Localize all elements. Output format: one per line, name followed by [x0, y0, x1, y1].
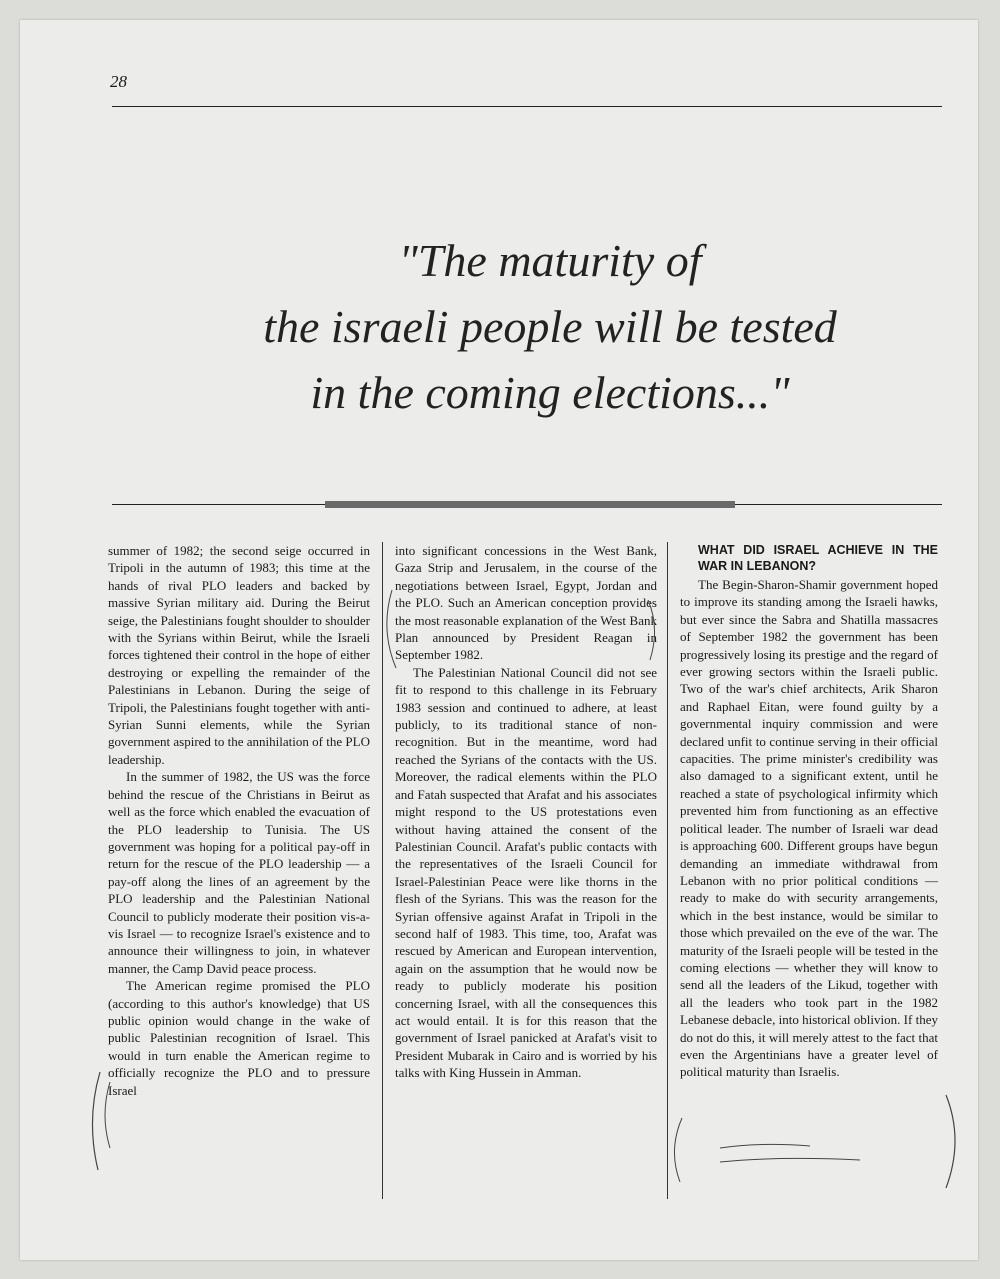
page-number: 28 [110, 72, 127, 91]
text-column-1 [108, 542, 370, 1099]
column2-paragraph-1: into significant concessions in the West Bank, Gaza Strip and Jerusalem, in the course of the negotiations between Israel, Egypt, Jordan and the PLO. Such an American conception provides the most reasonable explanation of the West Bank Plan announced by President Reagan in September 1982. [395, 543, 657, 663]
pull-quote-line-3: in the coming elections..." [310, 367, 790, 418]
pull-quote-line-1: "The maturity of [398, 235, 702, 286]
section-divider-bar [325, 501, 735, 508]
column1-paragraph-2: In the summer of 1982, the US was the force behind the rescue of the Christians in Beirut as well as the force which enabled the evacuation of the PLO leadership to Tunisia. The US government was hoping for a political pay-off in return for the rescue of the PLO leadership — a pay-off along the lines of an agreement by the PLO leadership and the Palestinian National Council to publicly moderate their position vis-a-vis Israel — to recognize Israel's existence and to announce their willingness to join, in whatever manner, the Camp David peace process. [108, 769, 370, 976]
margin-bracket-col3-left [674, 1118, 682, 1182]
column1-paragraph-1: summer of 1982; the second seige occurred in Tripoli in the autumn of 1983; this time at the hands of rival PLO leaders and backed by massive Syrian military aid. During the Beirut seige, the Palestinians fought shoulder to shoulder with the Syrians within Beirut, while the Israeli forces tightened their control in the hope of either destroying or expelling the remainder of the Palestinians in Lebanon. During the seige of Tripoli, the Palestinians fought together with anti-Syrian Sunni elements, while the Syrian government aspired to the annihilation of the PLO leadership. [108, 543, 370, 767]
text-column-2 [395, 542, 657, 1082]
text-column-3 [680, 542, 938, 1081]
section-heading: WHAT DID ISRAEL ACHIEVE IN THE WAR IN LEBANON? [698, 543, 938, 573]
document-page [20, 20, 978, 1260]
margin-bracket-col1 [92, 1072, 100, 1170]
pull-quote-line-2: the israeli people will be tested [263, 301, 837, 352]
underline-col3 [720, 1158, 860, 1162]
underline-col3-b [720, 1144, 810, 1148]
column1-paragraph-3: The American regime promised the PLO (according to this author's knowledge) that US public opinion would change in the wake of public Palestinian recognition of Israel. This would in turn enable the American regime to officially recognize the PLO and to pressure Israel [108, 978, 370, 1098]
column-divider-1 [382, 542, 383, 1199]
column3-paragraph-1: The Begin-Sharon-Shamir government hoped to improve its standing among the Israeli hawks, but ever since the Sabra and Shatilla massacres of September 1982 the government has been progressively losing its prestige and the regard of ever growing sectors within the Israeli public. Two of the war's chief architects, Arik Sharon and Raphael Eitan, were found guilty by a governmental inquiry commission and were declared unfit to continue serving in their official capacities. The prime minister's credibility was also damaged to a significant extent, until he reached a state of psychological infirmity which prevented him from functioning as an effective political leader. The number of Israeli war dead is approaching 600. Different groups have begun demanding an immediate withdrawal from Lebanon with no prior political conditions — ready to make do with security arrangements, which in the best instance, would be similar to those which prevailed on the eve of the war. The maturity of the Israeli people will be tested in the coming elections — whether they will know to send all the leaders of the Likud, together with all the leaders who took part in the 1982 Lebanese debacle, into historical oblivion. If they do not do this, it will merely attest to the fact that even the Argentinians have a greater level of political maturity than Israelis. [680, 577, 938, 1080]
pull-quote [190, 228, 910, 426]
top-rule [112, 106, 942, 107]
column2-paragraph-2: The Palestinian National Council did not see fit to respond to this challenge in its February 1983 session and continued to adhere, at least publicly, to its traditional stance of non-recognition. But in the meantime, word had reached the Syrians of the contacts with the US. Moreover, the radical elements within the PLO and Fatah suspected that Arafat and his associates might respond to the US protestations even without having attained the consent of the Palestinian Council. Arafat's public contacts with the representatives of the Israeli Council for Israel-Palestinian Peace were like thorns in the flesh of the Syrians. This was the reason for the Syrian offensive against Arafat in Tripoli in the second half of 1983. This time, too, Arafat was rescued by American and European intervention, again on the assumption that he would now be ready to publicly moderate his position concerning Israel, with all the consequences this act would entail. It is for this reason that the government of Israel panicked at Arafat's visit to President Mubarak in Cairo and is worried by his talks with King Hussein in Amman. [395, 664, 657, 1081]
margin-bracket-col3-right [946, 1095, 955, 1188]
column-divider-2 [667, 542, 668, 1199]
